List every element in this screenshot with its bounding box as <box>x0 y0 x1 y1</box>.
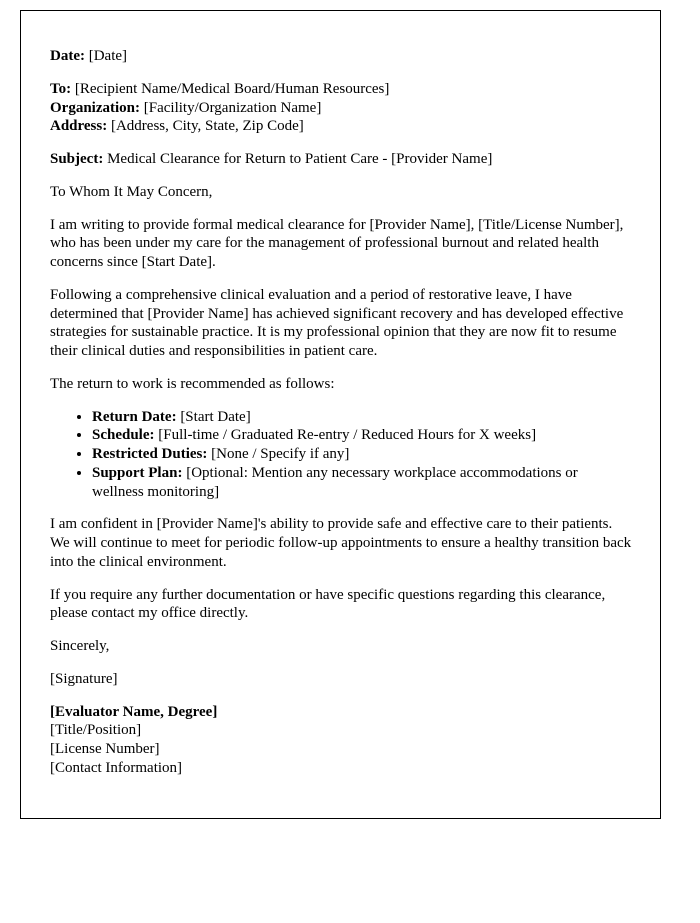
organization-value: [Facility/Organization Name] <box>143 99 322 116</box>
evaluator-contact: [Contact Information] <box>50 759 183 776</box>
recommendation-item-schedule <box>92 426 632 445</box>
body-paragraph-2: Following a comprehensive clinical evaluation and a period of restorative leave, I have determined that [Provider Name] has achieved significant recovery and has developed effective strategies for sustainable practice. It is my professional opinion that they are now fit to resume their clinical duties and responsibilities in patient care. <box>50 286 624 359</box>
organization-line <box>50 99 632 118</box>
letter-document <box>20 10 661 819</box>
recipient-block <box>50 80 632 136</box>
recommendation-value: [Full-time / Graduated Re-entry / Reduced Hours for X weeks] <box>158 427 537 444</box>
to-label: To: <box>50 80 72 97</box>
recommendation-item-return-date <box>92 408 632 427</box>
recommendation-value: [None / Specify if any] <box>211 446 350 462</box>
date-label: Date: <box>50 48 85 64</box>
body-paragraph-5: If you require any further documentation or have specific questions regarding this clearance, please contact my office directly. <box>50 586 606 622</box>
recommendation-label: Return Date: <box>92 408 177 425</box>
recommendation-label: Schedule: <box>92 427 155 444</box>
signature-placeholder: [Signature] <box>50 670 118 687</box>
organization-label: Organization: <box>50 99 140 116</box>
body-paragraph-3: The return to work is recommended as follows: <box>50 375 335 392</box>
recommendation-value: [Optional: Mention any necessary workplace accommodations or wellness monitoring] <box>92 464 578 500</box>
address-label: Address: <box>50 118 108 135</box>
address-line <box>50 117 632 136</box>
subject-value: Medical Clearance for Return to Patient Care - [Provider Name] <box>107 151 493 167</box>
closing: Sincerely, <box>50 638 110 654</box>
recommendation-value: [Start Date] <box>180 408 251 425</box>
body-paragraph-4: I am confident in [Provider Name]'s ability to provide safe and effective care to their patients. We will continue to meet for periodic follow-up appointments to ensure a healthy transition back into the clinical environment. <box>50 516 632 570</box>
subject-line <box>50 150 632 169</box>
evaluator-license: [License Number] <box>50 741 160 757</box>
evaluator-block <box>50 703 632 778</box>
recommendation-item-support-plan <box>92 464 632 502</box>
date-value: [Date] <box>88 48 128 64</box>
body-paragraph-1: I am writing to provide formal medical clearance for [Provider Name], [Title/License Number], who has been under my care for the management of professional burnout and related health concerns since [Start Date]. <box>50 216 624 270</box>
address-value: [Address, City, State, Zip Code] <box>110 118 304 135</box>
to-line <box>50 80 632 99</box>
subject-label: Subject: <box>50 151 104 167</box>
recommendation-label: Restricted Duties: <box>92 446 208 462</box>
salutation: To Whom It May Concern, <box>50 183 213 200</box>
evaluator-title: [Title/Position] <box>50 722 142 739</box>
recommendation-item-restricted-duties <box>92 445 632 464</box>
date-line <box>50 47 632 66</box>
recommendation-label: Support Plan: <box>92 464 183 481</box>
recommendations-list <box>50 408 632 502</box>
evaluator-name <box>50 703 632 722</box>
evaluator-name-text: [Evaluator Name, Degree] <box>50 703 218 720</box>
to-value: [Recipient Name/Medical Board/Human Resources] <box>74 80 390 97</box>
